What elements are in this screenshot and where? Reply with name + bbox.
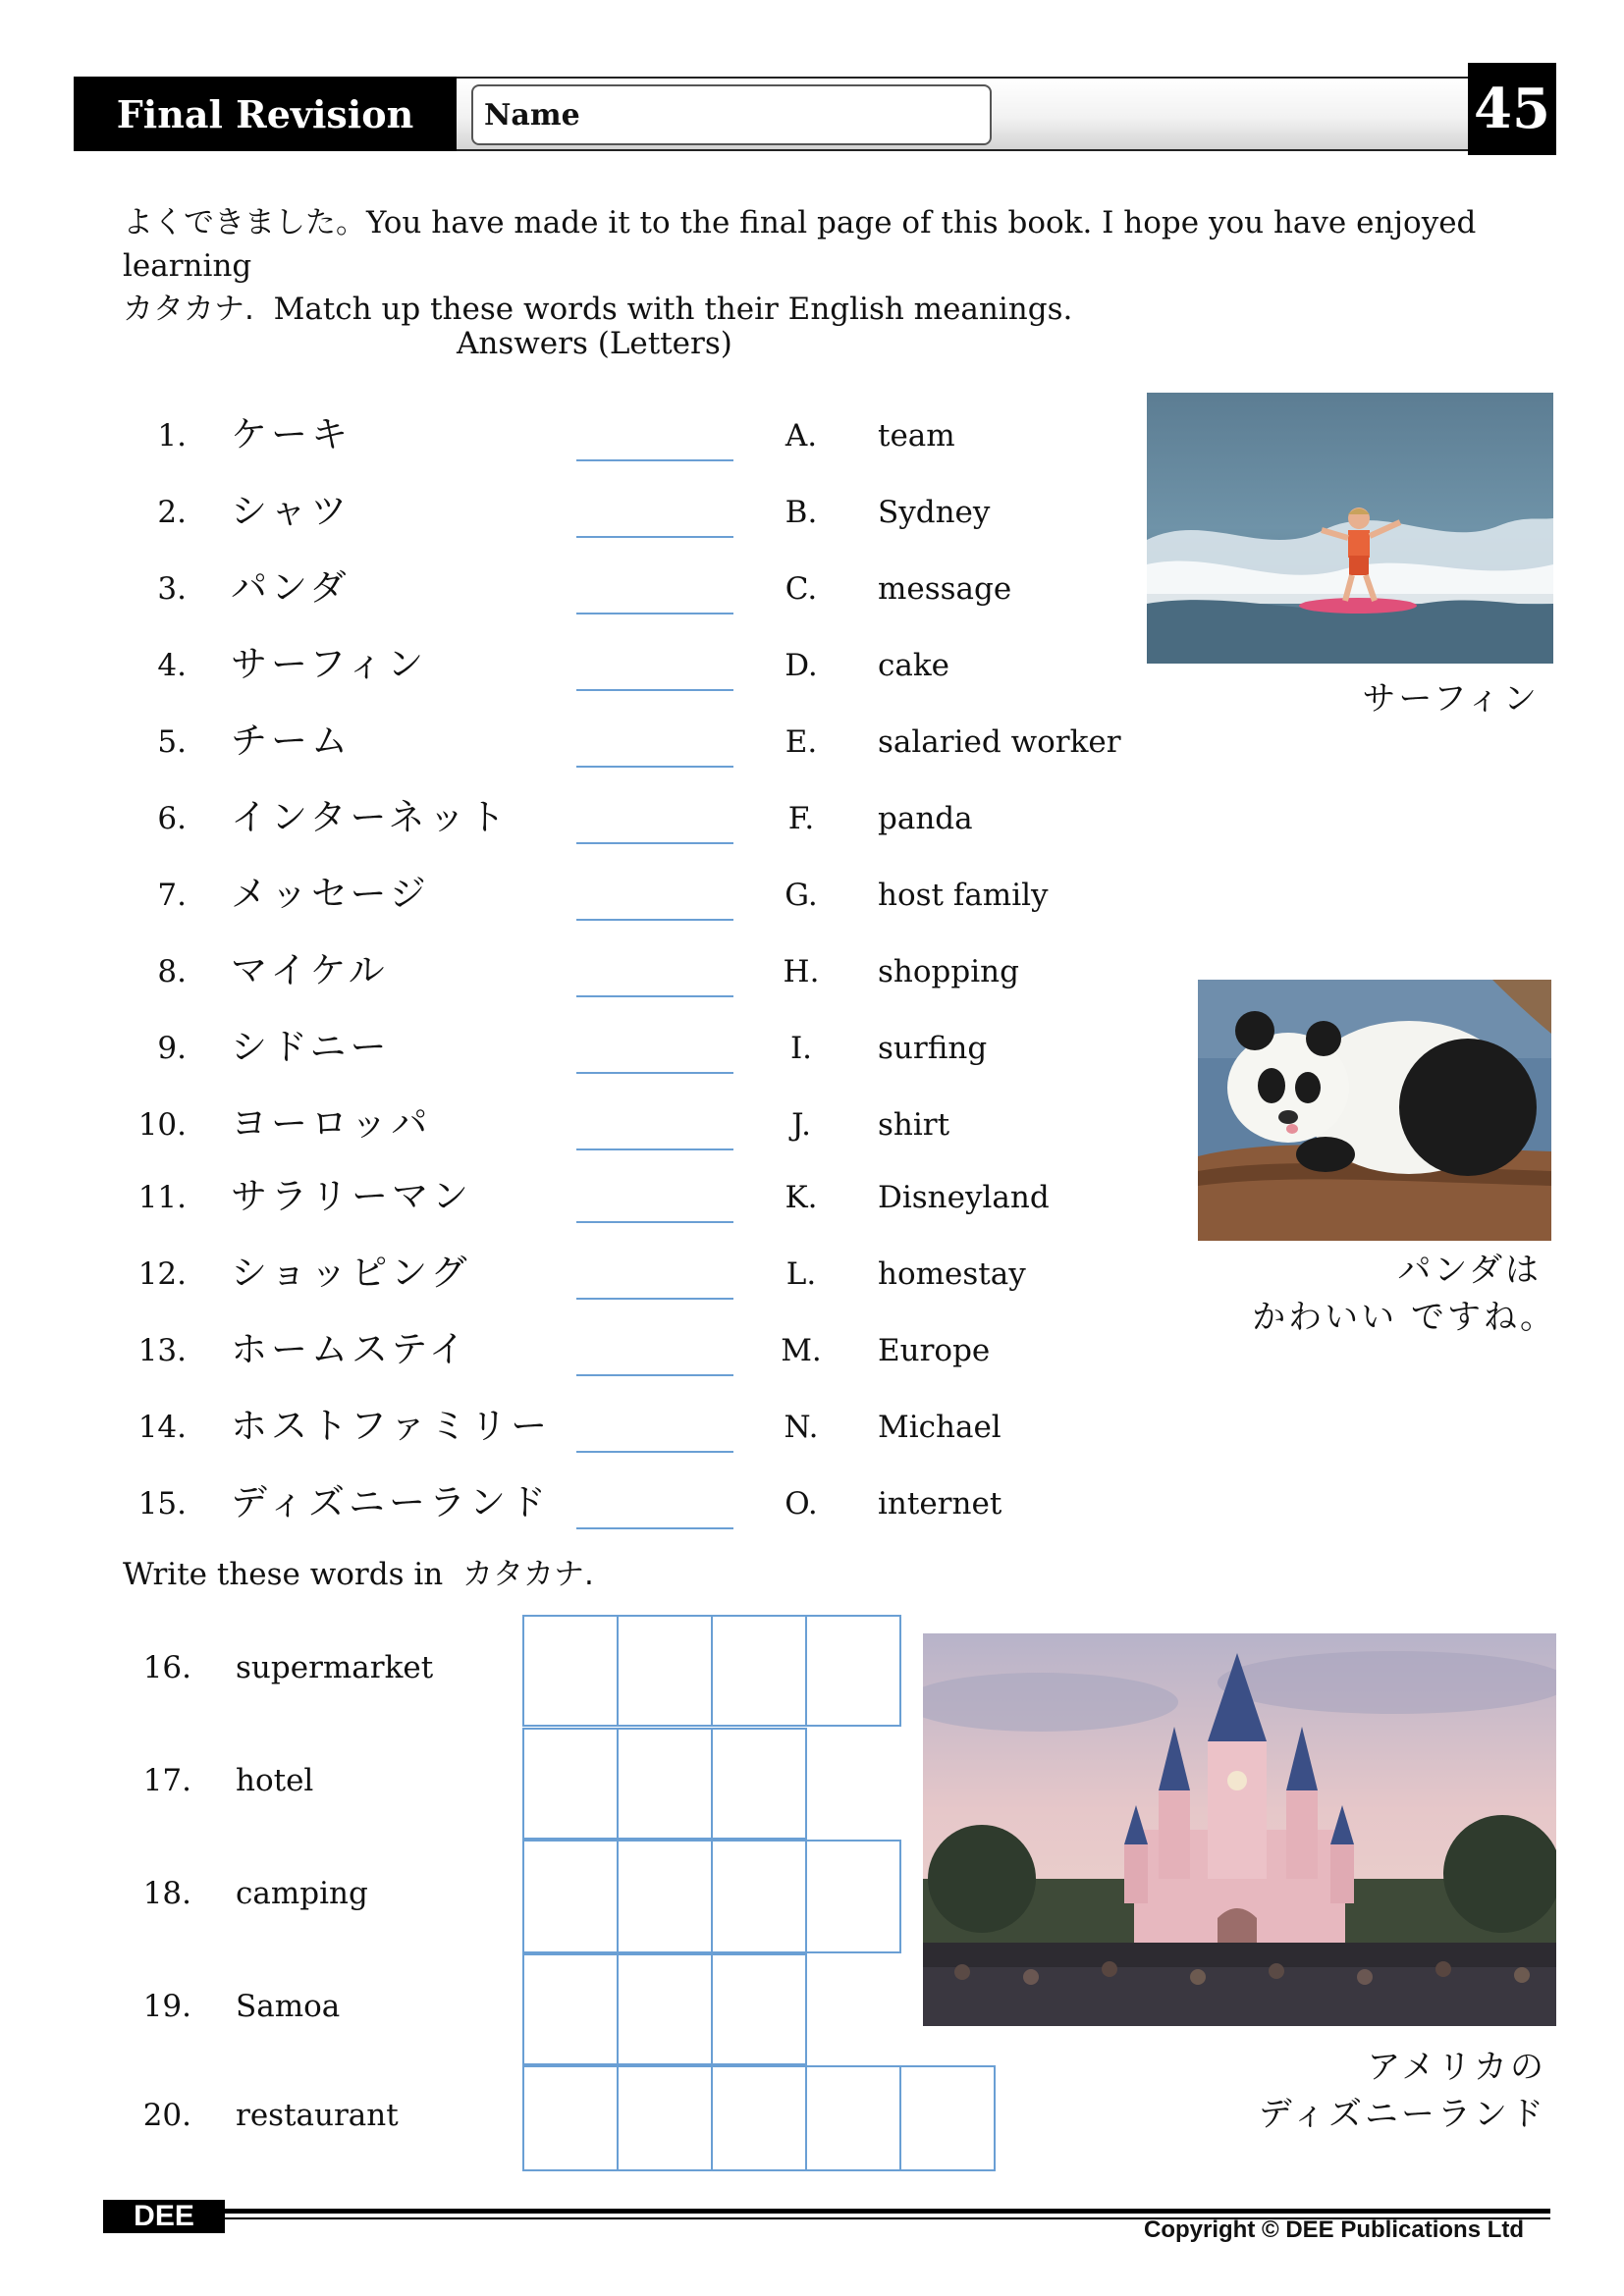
intro-text — [123, 201, 1537, 331]
worksheet-title: Final Revision — [74, 77, 457, 151]
option-letter: D. — [785, 648, 818, 683]
english-meaning: message — [878, 571, 1012, 607]
answer-blank[interactable] — [576, 1298, 733, 1300]
answer-blank[interactable] — [576, 766, 733, 768]
disney-caption-line1: アメリカの — [1367, 2048, 1546, 2087]
english-word: camping — [236, 1876, 368, 1911]
match-row — [0, 1465, 1624, 1541]
item-number: 14. — [137, 1410, 187, 1445]
katakana-word: シャツ — [231, 490, 352, 532]
item-number: 13. — [137, 1333, 187, 1368]
item-number: 6. — [157, 801, 187, 836]
english-meaning: team — [878, 418, 955, 454]
answer-blank[interactable] — [576, 919, 733, 921]
answer-blank[interactable] — [576, 995, 733, 997]
option-letter: M. — [781, 1333, 822, 1368]
option-letter: N. — [784, 1410, 819, 1445]
katakana-word: サーフィン — [231, 643, 428, 685]
english-meaning: Europe — [878, 1333, 991, 1368]
disneyland-photo — [923, 1633, 1556, 2026]
option-letter: I. — [789, 1031, 813, 1066]
item-number: 19. — [142, 1989, 191, 2024]
item-number: 18. — [142, 1876, 191, 1911]
footer-rule — [225, 2209, 1550, 2214]
answer-blank[interactable] — [576, 1148, 733, 1150]
katakana-word: インターネット — [231, 796, 510, 838]
match-row — [0, 856, 1624, 933]
english-meaning: salaried worker — [878, 724, 1121, 760]
katakana-word: ケーキ — [231, 413, 352, 455]
option-letter: L. — [785, 1256, 817, 1292]
item-number: 15. — [137, 1486, 187, 1522]
item-number: 2. — [157, 495, 187, 530]
katakana-word: ディズニーランド — [231, 1481, 551, 1523]
katakana-word: パンダ — [231, 566, 351, 609]
katakana-word: サラリーマン — [231, 1175, 472, 1217]
write-row — [0, 1728, 520, 1838]
english-meaning: homestay — [878, 1256, 1026, 1292]
english-meaning: Disneyland — [878, 1180, 1050, 1215]
katakana-box[interactable] — [617, 2065, 713, 2171]
item-number: 1. — [157, 418, 187, 454]
option-letter: C. — [785, 571, 818, 607]
item-number: 12. — [137, 1256, 187, 1292]
english-meaning: Sydney — [878, 495, 991, 530]
katakana-word: メッセージ — [231, 873, 430, 915]
katakana-box[interactable] — [617, 1615, 713, 1727]
panda-caption-line2: かわいい ですね。 — [1252, 1298, 1556, 1337]
katakana-box[interactable] — [522, 1953, 619, 2065]
page-number: 45 — [1468, 63, 1556, 155]
intro-line2: Match up these words with their English meanings. — [273, 292, 1073, 327]
item-number: 11. — [137, 1180, 187, 1215]
answer-blank[interactable] — [576, 1221, 733, 1223]
english-word: supermarket — [236, 1650, 434, 1685]
katakana-box[interactable] — [617, 1953, 713, 2065]
intro-line1: You have made it to the final page of this book. I hope you have enjoyed learning — [123, 205, 1477, 284]
katakana-box[interactable] — [711, 1728, 807, 1840]
castle-illustration — [923, 1633, 1556, 2026]
english-meaning: shopping — [878, 954, 1019, 989]
katakana-word: ホームステイ — [231, 1328, 469, 1370]
intro-katakana: カタカナ. — [123, 292, 254, 327]
answer-blank[interactable] — [576, 1527, 733, 1529]
option-letter: F. — [787, 801, 815, 836]
item-number: 5. — [157, 724, 187, 760]
surfing-caption: サーフィン — [1362, 679, 1540, 719]
english-meaning: surfing — [878, 1031, 988, 1066]
match-row — [0, 1388, 1624, 1465]
panda-illustration — [1198, 980, 1551, 1241]
item-number: 7. — [157, 878, 187, 913]
english-meaning: host family — [878, 878, 1049, 913]
katakana-box[interactable] — [711, 1953, 807, 2065]
name-label: Name — [484, 98, 580, 133]
write-row — [0, 2065, 520, 2169]
item-number: 3. — [157, 571, 187, 607]
answer-blank[interactable] — [576, 1072, 733, 1074]
katakana-box[interactable] — [805, 1615, 901, 1727]
katakana-box[interactable] — [711, 1615, 807, 1727]
katakana-box[interactable] — [617, 1728, 713, 1840]
english-meaning: panda — [878, 801, 973, 836]
item-number: 8. — [157, 954, 187, 989]
write-row — [0, 1840, 520, 1951]
katakana-word: ヨーロッパ — [231, 1102, 432, 1145]
copyright-notice: Copyright © DEE Publications Ltd — [1144, 2216, 1525, 2243]
katakana-box[interactable] — [805, 1840, 901, 1953]
write-row — [0, 1615, 520, 1725]
item-number: 20. — [142, 2098, 191, 2133]
answer-blank[interactable] — [576, 459, 733, 461]
answers-label: Answers (Letters) — [457, 326, 732, 361]
option-letter: K. — [785, 1180, 818, 1215]
item-number: 17. — [142, 1763, 191, 1798]
answer-blank[interactable] — [576, 613, 733, 614]
katakana-word: チーム — [231, 720, 352, 762]
english-meaning: shirt — [878, 1107, 950, 1143]
match-row — [0, 779, 1624, 856]
answer-blank[interactable] — [576, 842, 733, 844]
katakana-box[interactable] — [522, 1840, 619, 1953]
footer-brand: DEE — [103, 2200, 225, 2233]
item-number: 4. — [157, 648, 187, 683]
katakana-box[interactable] — [617, 1840, 713, 1953]
katakana-box[interactable] — [522, 1728, 619, 1840]
item-number: 10. — [137, 1107, 187, 1143]
katakana-box[interactable] — [805, 2065, 901, 2171]
disney-caption-line2: ディズニーランド — [1258, 2095, 1546, 2134]
katakana-word: ショッピング — [231, 1252, 471, 1294]
panda-caption-line1: パンダは — [1397, 1251, 1542, 1290]
english-meaning: cake — [878, 648, 949, 683]
surfing-illustration — [1147, 393, 1553, 664]
option-letter: E. — [785, 724, 818, 760]
katakana-box[interactable] — [711, 2065, 807, 2171]
english-word: hotel — [236, 1763, 314, 1798]
katakana-box[interactable] — [522, 1615, 619, 1727]
option-letter: G. — [785, 878, 818, 913]
option-letter: O. — [785, 1486, 818, 1522]
english-meaning: internet — [878, 1486, 1002, 1522]
answer-blank[interactable] — [576, 689, 733, 691]
katakana-box[interactable] — [711, 1840, 807, 1953]
write-instructions — [123, 1549, 594, 1593]
katakana-word: シドニー — [231, 1026, 391, 1068]
item-number: 16. — [142, 1650, 191, 1685]
english-word: restaurant — [236, 2098, 399, 2133]
intro-greeting: よくできました。 — [123, 205, 366, 240]
katakana-box[interactable] — [899, 2065, 996, 2171]
option-letter: H. — [783, 954, 820, 989]
write-label-katakana: カタカナ. — [461, 1557, 594, 1592]
write-row — [0, 1953, 520, 2063]
answer-blank[interactable] — [576, 1374, 733, 1376]
surfing-photo — [1147, 393, 1553, 664]
panda-photo — [1198, 980, 1551, 1241]
english-meaning: Michael — [878, 1410, 1001, 1445]
option-letter: J. — [791, 1107, 811, 1143]
option-letter: A. — [785, 418, 818, 454]
english-word: Samoa — [236, 1989, 341, 2024]
katakana-box[interactable] — [522, 2065, 619, 2171]
katakana-word: ホストファミリー — [231, 1405, 552, 1447]
katakana-word: マイケル — [231, 949, 389, 991]
option-letter: B. — [785, 495, 818, 530]
write-label: Write these words in — [123, 1557, 444, 1592]
answer-blank[interactable] — [576, 536, 733, 538]
item-number: 9. — [157, 1031, 187, 1066]
answer-blank[interactable] — [576, 1451, 733, 1453]
